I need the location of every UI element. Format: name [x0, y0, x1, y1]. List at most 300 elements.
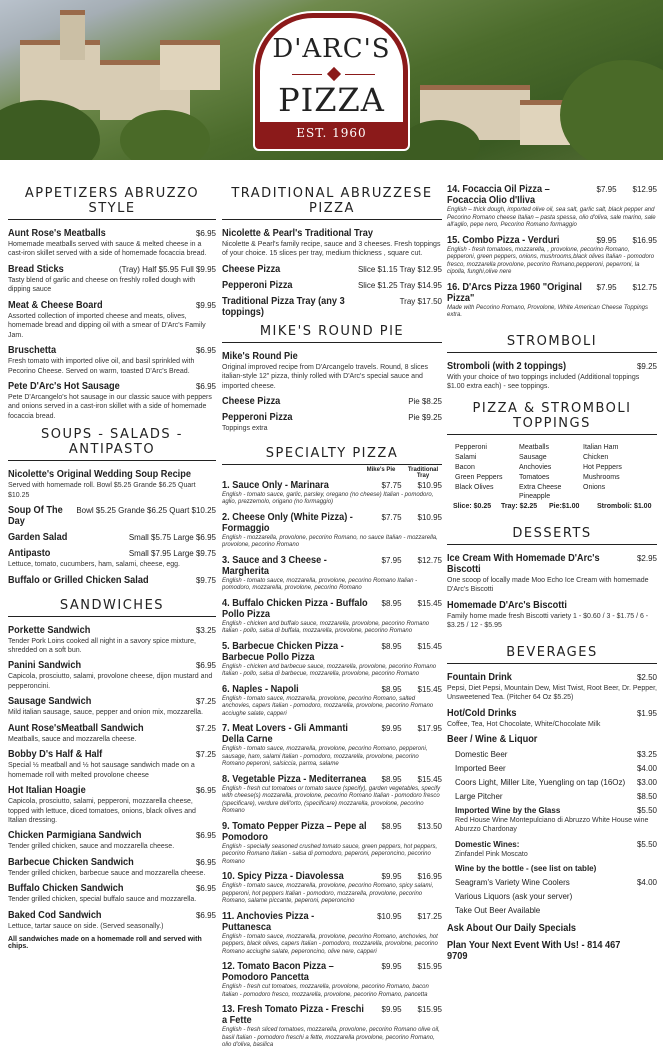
item-desc: Served with homemade roll. Bowl $5.25 Grande $6.25 Quart $10.25	[8, 482, 196, 499]
price-tray: $15.45	[417, 774, 442, 784]
topping-item: Italian Ham	[583, 444, 619, 452]
item-desc: English - fresh cut tomatoes or tomato sauce (specify), garden vegetables, specify with cheese(s) mozzarella, provolone, pecorino Romano Italian - pomodoro fresco (specificare), verdure dell'orto, (specificare) mozzarella, provolone, pecorino Romano	[222, 785, 441, 815]
item-desc: Tender Pork Loins cooked all night in a savory spice mixture, shredded on a soft bun.	[8, 637, 196, 654]
item-desc: English - chicken and buffalo sauce, mozzarella, provolone, pecorino Romano Italian - pollo, salsa di buffala, mozzarella, provolone, pecorino Romano	[222, 620, 430, 635]
menu-item	[8, 749, 216, 780]
item-row	[222, 598, 442, 620]
item-price: $2.95	[636, 553, 657, 563]
menu-item	[222, 961, 442, 999]
item-desc: Mild italian sausage, sauce, pepper and onion mix, mozzarella.	[8, 709, 203, 717]
item-desc: English - tomato sauce, mozzarella, provolone, pecorino Romano, pepperoni, sausage, ham, salami Italian - pomodoro, mozzarella, provolone, pecorino Romano peperoni, salsiccia, parma, salame	[222, 746, 428, 768]
logo-divider-right	[345, 74, 375, 75]
price-tray: $15.45	[417, 641, 442, 651]
item-price: $6.95	[195, 346, 216, 356]
price-tray: $15.45	[417, 684, 442, 694]
item-row	[447, 282, 657, 304]
item-row	[222, 280, 442, 291]
item-desc: Toppings extra	[222, 425, 268, 433]
menu-item	[222, 264, 442, 275]
price-tray: $12.95	[632, 185, 657, 194]
item-desc: Fresh tomato with imported olive oil, and basil sprinkled with Pecorino Cheese. Served on warm, toasted D'Arc's Bread.	[8, 358, 195, 375]
menu-item	[447, 734, 657, 745]
item-row	[222, 684, 442, 695]
item-price: Small $5.75 Large $6.95	[128, 533, 216, 543]
item-price: $7.25	[195, 723, 216, 733]
menu-item	[8, 910, 216, 931]
price-tray: $10.95	[417, 512, 442, 522]
menu-item	[222, 598, 442, 636]
menu-item	[447, 600, 657, 631]
menu-item	[8, 228, 216, 259]
menu-item	[447, 184, 657, 230]
item-row	[222, 296, 442, 318]
price-pie: $8.95	[381, 641, 402, 651]
item-name: 13. Fresh Tomato Pizza - Freschi a Fette	[222, 1004, 364, 1027]
topping-item: Meatballs	[519, 444, 549, 452]
menu-item	[447, 553, 657, 595]
item-row	[8, 575, 216, 586]
menu-item	[222, 684, 442, 719]
item-name: Ice Cream With Homemade D'Arc's Biscotti	[447, 552, 600, 575]
section-title-sandwiches: SANDWICHES	[8, 598, 216, 617]
topping-item: Pineapple	[519, 493, 551, 501]
menu-item	[447, 708, 657, 729]
item-name: Bobby D's Half & Half	[8, 749, 103, 761]
item-name: Garden Salad	[8, 532, 68, 544]
item-price: (Tray) Half $5.95 Full $9.95	[118, 264, 216, 274]
item-price: Small $7.95 Large $9.75	[128, 549, 216, 559]
item-name: Hot Italian Hoagie	[8, 785, 86, 797]
item-row	[8, 625, 216, 636]
item-desc: Capicola, prosciutto, salami, pepperoni, mozzarella cheese, topped with lettuce, diced tomatoes, onions, black olives and Italian dressing.	[8, 798, 196, 824]
item-row	[222, 723, 442, 745]
item-name: Cheese Pizza	[222, 396, 281, 408]
beer-list	[447, 750, 657, 801]
item-row	[8, 300, 216, 311]
beverage-list	[447, 672, 657, 745]
item-desc: English - fresh sliced tomatoes, mozzarella, provolone, pecorino Romano olive oil, basil Italian - pomodoro freschi a fette, mozzarella provolone, pecorino Romano, olio d'oliva, basilica	[222, 1027, 440, 1049]
item-name: Nicolette & Pearl's Traditional Tray	[222, 228, 373, 239]
price-pie: $7.75	[381, 480, 402, 490]
item-name: 12. Tomato Bacon Pizza – Pomodoro Pancetta	[222, 961, 334, 984]
topping-item: Bacon	[455, 463, 475, 471]
menu-item	[8, 883, 216, 904]
line-item	[447, 892, 657, 901]
item-name: Antipasto	[8, 548, 51, 560]
topping-item: Chicken	[583, 454, 609, 462]
item-desc: Tasty blend of garlic and cheese on freshly rolled dough with dipping sauce	[8, 276, 196, 294]
item-prices	[597, 185, 658, 194]
price-pie: $9.95	[381, 872, 402, 882]
dessert-list	[447, 553, 657, 631]
appetizer-list	[8, 228, 216, 421]
item-price: Pie $8.25	[408, 397, 442, 407]
menu-item	[8, 723, 216, 744]
topping-item	[583, 492, 653, 502]
item-price: $9.25	[636, 361, 657, 371]
item-prices	[382, 556, 443, 565]
item-name: 14. Focaccia Oil Pizza – Focaccia Olio d'Iliva	[447, 184, 550, 206]
traditional-list	[222, 228, 442, 318]
menu-item	[222, 280, 442, 291]
item-row	[8, 785, 216, 796]
item-row	[8, 910, 216, 921]
specialty-list-cont	[447, 184, 657, 320]
item-prices	[382, 962, 443, 971]
menu-item	[222, 723, 442, 769]
column-right	[447, 184, 657, 962]
item-prices	[382, 872, 443, 881]
logo-divider-left	[292, 74, 322, 75]
topping-item: Hot Peppers	[583, 463, 622, 471]
item-price: Slice $1.15 Tray $12.95	[357, 264, 442, 274]
item-prices	[382, 513, 443, 522]
line-label: Large Pitcher	[455, 792, 503, 802]
col-header-tray: Traditional Tray	[407, 466, 439, 480]
wine-glass	[447, 806, 657, 835]
item-name: 15. Combo Pizza - Verduri	[447, 234, 560, 246]
topping-item: Pepperoni	[455, 444, 487, 452]
item-price: $6.95	[195, 661, 216, 671]
topping-price: Tray: $2.25	[501, 503, 538, 511]
item-name: 8. Vegetable Pizza - Mediterranea	[222, 773, 367, 785]
line-label: Take Out Beer Available	[455, 906, 541, 916]
sandwich-note: All sandwiches made on a homemade roll and served with chips.	[8, 936, 202, 951]
line-item	[447, 750, 657, 759]
topping-item: Onions	[583, 483, 606, 491]
line-price: $4.00	[636, 764, 657, 774]
footer-event: Plan Your Next Event With Us! - 814 467 9709	[447, 940, 621, 963]
item-price: $6.95	[195, 786, 216, 796]
domestic-wine-desc: Zinfandel Pink Moscato	[455, 850, 528, 858]
line-price: $8.50	[636, 792, 657, 802]
item-row	[222, 412, 442, 423]
line-price: $3.00	[636, 778, 657, 788]
menu-item	[222, 911, 442, 957]
price-pie: $9.95	[596, 235, 617, 245]
item-price: $6.95	[195, 229, 216, 238]
item-desc: English - mozzarella, provolone, pecorino Romano, no sauce Italian - mozzarella, provolone, pecorino Romano	[222, 534, 438, 549]
item-price: Tray $17.50	[399, 296, 442, 306]
item-desc: English - fresh tomatoes, mozzarella, , provolone, pecorino Romano, pepperoni, green peppers, onions, mushrooms,black olives Italian - pomodoro fresco, mozzarella provolone, pecorino Romano,pepperoni, peperroni, la cipolla, funghi,olive nere	[447, 246, 655, 275]
item-prices	[382, 1005, 443, 1014]
item-name: Panini Sandwich	[8, 660, 82, 672]
price-tray: $15.45	[417, 598, 442, 608]
topping-item: Mushrooms	[583, 473, 620, 481]
item-desc: Nicolette & Pearl's family recipe, sauce and 3 cheeses. Fresh toppings of your choice. 15 slices per tray, medium thickness , square cut.	[222, 241, 441, 258]
price-pie: $7.95	[596, 185, 617, 194]
price-pie: $8.95	[381, 774, 402, 784]
item-name: Beer / Wine & Liquor	[447, 734, 538, 746]
domestic-wine-price: $5.50	[636, 839, 657, 849]
item-row	[222, 264, 442, 275]
line-price: $4.00	[636, 878, 657, 888]
section-title-stromboli: STROMBOLI	[447, 334, 657, 353]
menu-item	[222, 1004, 442, 1050]
wine-glass-label: Imported Wine by the Glass	[455, 806, 561, 816]
topping-item: Green Peppers	[455, 473, 503, 481]
item-prices	[597, 236, 658, 245]
item-row	[222, 961, 442, 983]
item-price: $9.75	[195, 575, 216, 585]
menu-item	[8, 381, 216, 421]
item-name: Barbecue Chicken Sandwich	[8, 856, 134, 868]
item-row	[8, 830, 216, 841]
item-name: 16. D'Arcs Pizza 1960 "Original Pizza"	[447, 281, 582, 304]
item-name: 5. Barbecue Chicken Pizza - Barbecue Pollo Pizza	[222, 640, 344, 663]
item-price: Slice $1.25 Tray $14.95	[357, 280, 442, 290]
item-row	[222, 512, 442, 534]
item-row	[8, 696, 216, 707]
item-desc: Homemade meatballs served with sauce & melted cheese in a cast-iron skillet served with a side of homemade focaccia bread.	[8, 241, 207, 258]
item-name: Bruschetta	[8, 345, 57, 357]
item-row	[8, 469, 216, 480]
item-row	[8, 381, 216, 392]
price-tray: $17.25	[417, 911, 442, 921]
item-row	[447, 734, 657, 745]
wine-bottle-label: Wine by the bottle - (see list on table)	[455, 864, 597, 874]
section-title-toppings: PIZZA & STROMBOLI TOPPINGS	[447, 401, 657, 435]
item-desc: English - tomato sauce, mozzarella, provolone, pecorino Romano, anchovies, hot peppers, black olives, capers Italian - pomodoro, mozzarella, provolone, pecorino Romano acciughe salate, peperoncino, olive nere, capperi	[222, 933, 438, 955]
item-row	[222, 351, 442, 362]
item-name: 4. Buffalo Chicken Pizza - Buffalo Pollo Pizza	[222, 597, 368, 620]
price-pie: $9.95	[381, 724, 402, 734]
menu-item	[447, 235, 657, 277]
item-row	[8, 723, 216, 734]
wine-glass-price: $5.50	[636, 806, 657, 816]
price-pie: $7.75	[381, 512, 402, 522]
item-desc: Lettuce, tomato, cucumbers, ham, salami, cheese, egg.	[8, 561, 180, 569]
item-name: Baked Cod Sandwich	[8, 909, 102, 921]
item-desc: English - fresh cut tomatoes, mozzarella, provolone, pecorino Romano, bacon Italian - pomodoro fresco, mozzarella, provolone, pecorino Romano, pancetta	[222, 984, 429, 998]
price-pie: $9.95	[381, 962, 402, 972]
topping-item: Anchovies	[519, 463, 552, 471]
item-row	[222, 911, 442, 933]
item-desc: English – thick dough, imported olive oil, sea salt, garlic salt, black pepper and Pecorino Romano cheese Italian – pasta spessa, olio d'oliva, sale marino, sale all'aglio, pepe nero, Pecorino Romano formaggio	[447, 207, 656, 228]
item-desc: Family home made fresh Biscotti variety 1 - $0.60 / 3 - $1.75 / 6 - $3.25 / 12 - $5.95	[447, 612, 649, 630]
section-title-desserts: DESSERTS	[447, 526, 657, 545]
item-name: Traditional Pizza Tray (any 3 toppings)	[222, 295, 345, 318]
item-price: $3.25	[195, 625, 216, 635]
item-price: $6.95	[195, 831, 216, 841]
line-label: Seagram's Variety Wine Coolers	[455, 878, 570, 888]
restaurant-logo	[255, 13, 408, 149]
toppings-grid	[447, 443, 657, 502]
logo-line1: D'ARC'S	[272, 34, 391, 64]
price-tray: $16.95	[632, 235, 657, 245]
item-row	[447, 672, 657, 683]
domestic-wine-label: Domestic Wines:	[455, 839, 520, 849]
item-row	[8, 345, 216, 356]
item-name: Mike's Round Pie	[222, 350, 298, 362]
line-item	[447, 906, 657, 915]
item-row	[447, 600, 657, 611]
menu-item	[222, 821, 442, 867]
topping-item	[455, 492, 519, 502]
menu-item	[8, 625, 216, 656]
item-row	[222, 871, 442, 882]
menu-item	[222, 555, 442, 593]
item-price: $1.95	[636, 708, 657, 718]
section-title-appetizers: APPETIZERS ABRUZZO STYLE	[8, 186, 216, 220]
column-middle	[222, 180, 442, 1055]
menu-item	[8, 505, 216, 527]
topping-item: Tomatoes	[519, 473, 550, 481]
item-row	[8, 883, 216, 894]
menu-item	[8, 660, 216, 691]
item-name: 11. Anchovies Pizza - Puttanesca	[222, 910, 315, 933]
item-desc: Tender grilled chicken, barbecue sauce and mozzarella cheese.	[8, 869, 206, 877]
item-name: Chicken Parmigiana Sandwich	[8, 830, 142, 842]
item-name: Hot/Cold Drinks	[447, 707, 517, 719]
item-row	[8, 660, 216, 671]
menu-item	[447, 672, 657, 703]
price-pie: $8.95	[381, 684, 402, 694]
stromboli-item	[447, 361, 657, 392]
menu-item	[8, 548, 216, 569]
price-tray: $17.95	[417, 724, 442, 734]
menu-item	[222, 871, 442, 906]
section-title-round: MIKE'S ROUND PIE	[222, 324, 442, 343]
item-desc: Lettuce, tartar sauce on side. (Served seasonally.)	[8, 922, 164, 930]
sandwich-list	[8, 625, 216, 932]
menu-item	[222, 396, 442, 407]
price-pie: $10.95	[377, 911, 402, 921]
price-pie: $8.95	[381, 598, 402, 608]
round-list	[222, 351, 442, 434]
item-desc: Tender grilled chicken, sauce and mozzarella cheese.	[8, 843, 175, 851]
item-prices	[382, 685, 443, 694]
item-desc: Original improved recipe from D'Arcangelo travels. Round, 8 slices italian-style 12" pizza, thinly rolled with D'Arc's special sauce and imported cheese.	[222, 363, 428, 390]
soup-list	[8, 469, 216, 585]
toppings-prices	[447, 502, 657, 512]
price-tray: $10.95	[417, 480, 442, 490]
menu-item	[222, 412, 442, 433]
line-label: Various Liquors (ask your server)	[455, 892, 573, 902]
menu-item	[8, 830, 216, 851]
menu-item	[8, 345, 216, 376]
item-name: Porkette Sandwich	[8, 624, 91, 636]
item-row	[8, 749, 216, 760]
item-name: Aunt Rose'sMeatball Sandwich	[8, 722, 144, 734]
item-price: $6.95	[195, 884, 216, 894]
price-tray: $12.75	[632, 282, 657, 292]
item-name: Bread Sticks	[8, 263, 64, 275]
item-row	[222, 774, 442, 785]
item-name: 7. Meat Lovers - Gli Ammanti Della Carne	[222, 723, 348, 746]
item-price: Pie $9.25	[408, 413, 442, 423]
line-item	[447, 792, 657, 801]
item-desc: Coffee, Tea, Hot Chocolate, White/Chocolate Milk	[447, 720, 601, 728]
item-name: 10. Spicy Pizza - Diavolessa	[222, 871, 344, 883]
item-name: Nicolette's Original Wedding Soup Recipe	[8, 469, 191, 481]
item-price: $7.25	[195, 697, 216, 707]
item-name: Buffalo or Grilled Chicken Salad	[8, 574, 149, 586]
price-tray: $15.95	[417, 1005, 442, 1015]
item-row	[8, 264, 216, 275]
item-row	[222, 1004, 442, 1026]
item-name: 6. Naples - Napoli	[222, 683, 299, 695]
menu-item	[8, 575, 216, 586]
menu-item	[222, 351, 442, 391]
item-prices	[382, 642, 443, 651]
item-desc: English - tomato sauce, mozzarella, provolone, pecorino Romano, spicy salami, pepperoni, hot peppers Italian - pomodoro, mozzarella, provolone, pecorino Romano, salame piccante, peperoni, peperoncino	[222, 883, 434, 905]
item-price: $6.95	[195, 381, 216, 391]
item-prices	[382, 822, 443, 831]
item-row	[222, 641, 442, 663]
menu-item	[8, 469, 216, 500]
line-label: Coors Light, Miller Lite, Yuengling on tap (16Oz)	[455, 778, 626, 788]
price-pie: $7.95	[381, 555, 402, 565]
item-desc: Pepsi, Diet Pepsi, Mountain Dew, Mist Twist, Root Beer, Dr. Pepper, Unsweetened Tea. (Pitcher 64 Oz $5.25)	[447, 684, 657, 702]
item-prices	[597, 283, 658, 292]
price-pie: $7.95	[596, 282, 617, 292]
item-name: 1. Sauce Only - Marinara	[222, 479, 329, 491]
wine-glass-desc: Red House Wine Montepulciano di Abruzzo White House wine Aburzzo Chardonay	[455, 817, 649, 834]
price-tray: $13.50	[417, 821, 442, 831]
menu-item	[8, 696, 216, 717]
menu-item	[222, 641, 442, 679]
item-name: Buffalo Chicken Sandwich	[8, 883, 124, 895]
item-name: Pepperoni Pizza	[222, 279, 293, 291]
menu-item	[8, 857, 216, 878]
topping-item: Salami	[455, 454, 477, 462]
footer-specials: Ask About Our Daily Specials	[447, 923, 577, 935]
item-name: Stromboli (with 2 toppings)	[447, 360, 567, 372]
item-name: Aunt Rose's Meatballs	[8, 228, 106, 239]
logo-established: EST. 1960	[260, 122, 403, 144]
item-desc: English - tomato sauce, mozzarella, provolone, pecorino Romano Italian - pomodoro, mozzarella, provolone, pecorino Romano	[222, 577, 418, 592]
item-desc: Capicola, prosciutto, salami, provolone cheese, dijon mustard and pepperoncini.	[8, 673, 213, 690]
section-title-traditional: TRADITIONAL ABRUZZESE PIZZA	[222, 186, 442, 220]
item-prices	[382, 724, 443, 733]
item-desc: Pete D'Arcangelo's hot sausage in our classic sauce with peppers and onions served in a cast-iron skillet with a side of homemade focaccia bread.	[8, 393, 212, 420]
section-title-specialty: SPECIALTY PIZZA	[222, 446, 442, 465]
item-name: Soup Of The Day	[8, 505, 63, 528]
column-left	[8, 180, 216, 950]
item-name: 9. Tomato Pepper Pizza – Pepe al Pomodoro	[222, 820, 367, 843]
menu-item	[8, 532, 216, 543]
item-price: $6.95	[195, 910, 216, 920]
logo-line2: PIZZA	[278, 81, 385, 119]
price-tray: $15.95	[417, 962, 442, 972]
topping-price: Slice: $0.25	[453, 503, 492, 511]
item-row	[8, 532, 216, 543]
item-price: $6.95	[195, 857, 216, 867]
item-price: $9.95	[195, 300, 216, 310]
item-desc: Special ½ meatball and ½ hot sausage sandwich made on a homemade roll with melted provolone cheese	[8, 762, 195, 779]
section-title-soups: SOUPS - SALADS - ANTIPASTO	[8, 427, 216, 461]
item-prices	[382, 481, 443, 490]
item-name: Cheese Pizza	[222, 263, 281, 275]
item-prices	[382, 599, 443, 608]
item-desc: English - tomato sauce, garlic, parsley, oregano (no cheese) Italian - pomodoro, aglio, prezzemolo, origano (no formaggio)	[222, 491, 434, 506]
item-row	[8, 548, 216, 559]
item-desc: Meatballs, sauce and mozzarella cheese.	[8, 735, 137, 743]
specialty-list	[222, 480, 442, 1050]
logo-diamond-icon	[327, 67, 341, 81]
topping-item: Sausage	[519, 454, 547, 462]
item-desc: Made with Pecorino Romano, Provolone, White American Cheese Toppings extra.	[447, 304, 648, 318]
section-title-beverages: BEVERAGES	[447, 645, 657, 664]
item-row	[8, 857, 216, 868]
item-row	[8, 228, 216, 239]
item-desc: English - specially seasoned crushed tomato sauce, green peppers, hot peppers, pecorino Romano Italian - salsa di pomodoro, peperoni, peperoncino, pecorino Romano	[222, 843, 438, 865]
item-row	[222, 555, 442, 577]
item-price: $7.25	[195, 750, 216, 760]
price-pie: $9.95	[381, 1005, 402, 1015]
line-item	[447, 778, 657, 787]
